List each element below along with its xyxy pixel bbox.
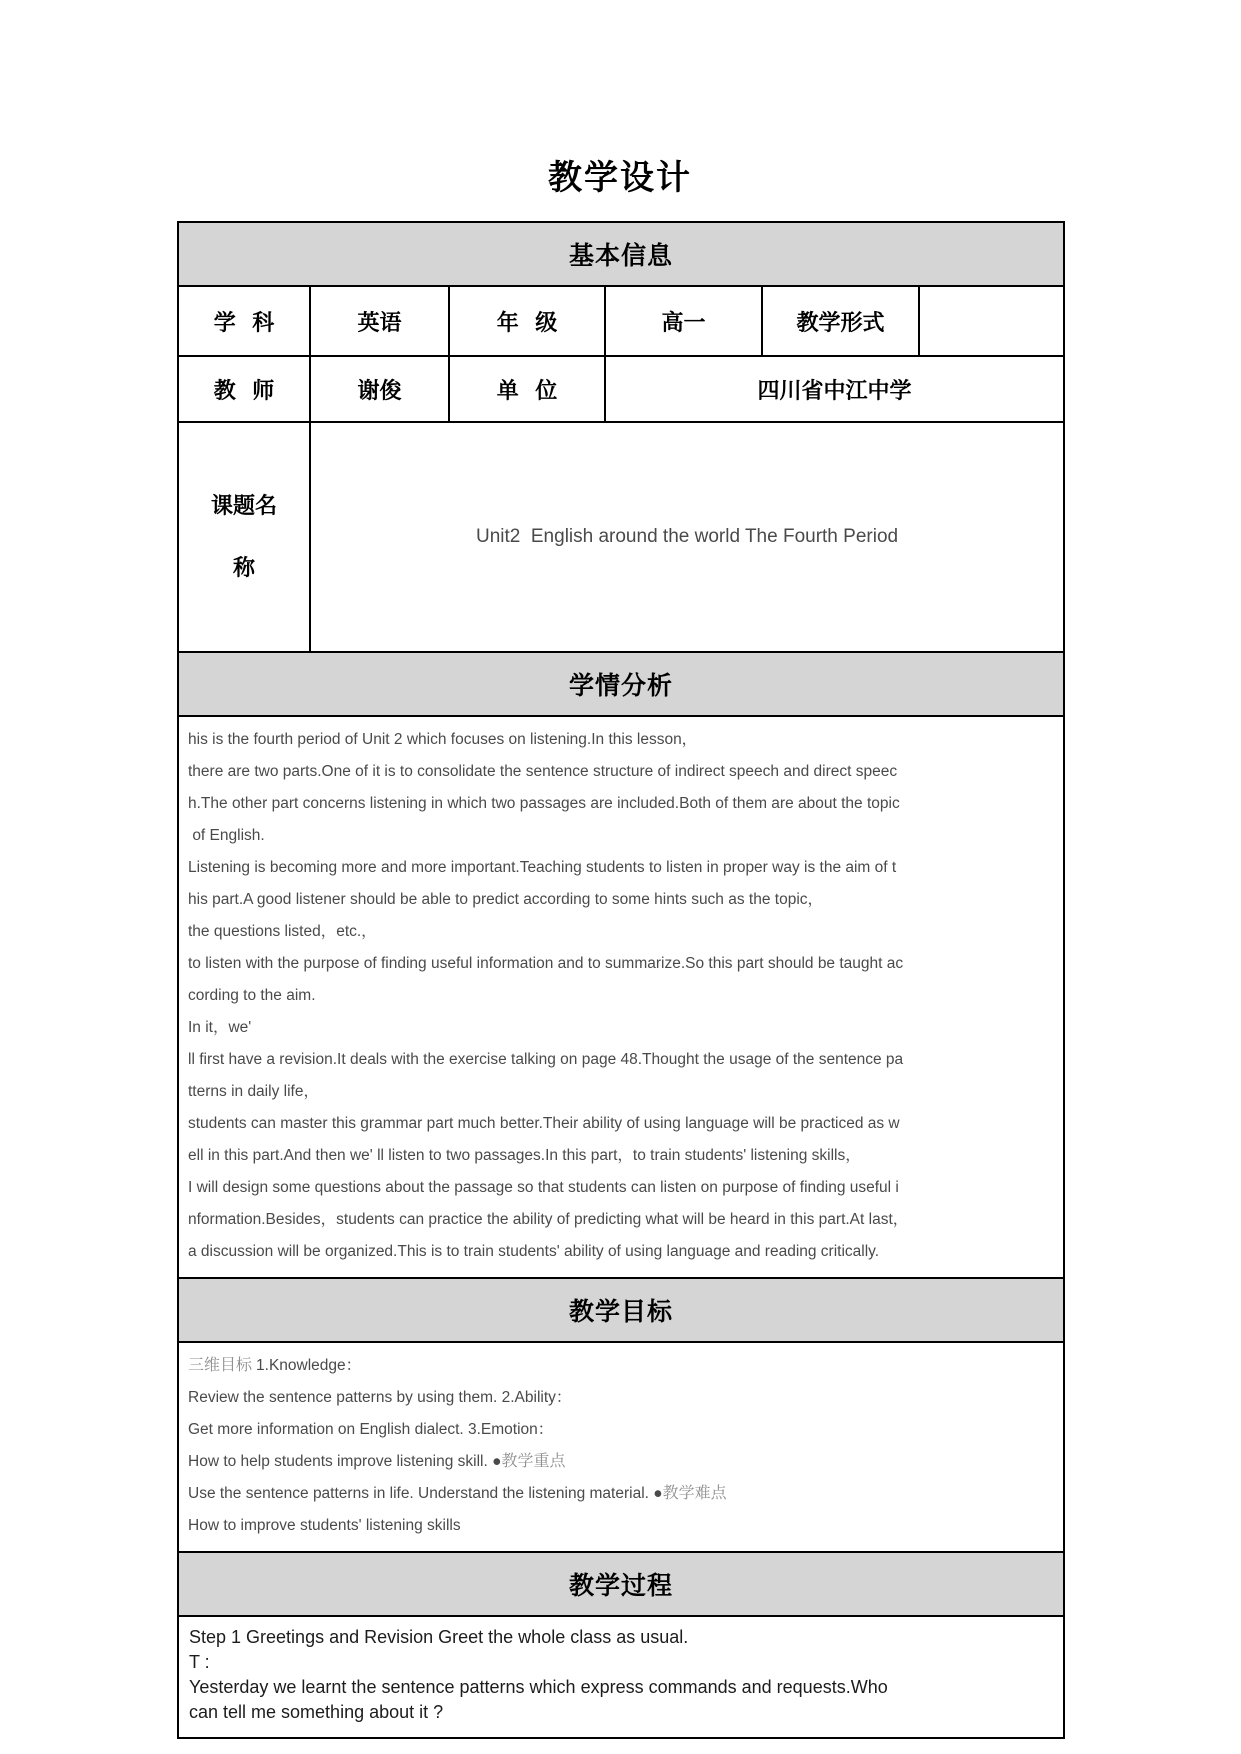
process-body-cell [178, 1616, 1064, 1738]
analysis-line: to listen with the purpose of finding useful information and to summarize.So this part should be taught ac [188, 955, 904, 972]
teacher-unit-row [178, 356, 1064, 422]
goals-line-main: Use the sentence patterns in life. Understand the listening material. ● [188, 1485, 663, 1502]
section-header-analysis: 学情分析 [178, 652, 1064, 716]
page-title: 教学设计 [548, 160, 692, 197]
goals-line [188, 1414, 1054, 1446]
grade-value-cell: 高一 [605, 286, 762, 356]
unit-value-cell: 四川省中江中学 [605, 356, 1064, 422]
goals-line [188, 1478, 1054, 1510]
goals-line-muted-suffix: 教学重点 [501, 1453, 566, 1470]
analysis-line: the questions listed，etc.， [188, 923, 377, 940]
process-line: can tell me something about it ? [189, 1702, 444, 1722]
teacher-value-cell: 谢俊 [310, 356, 449, 422]
analysis-body-row [178, 716, 1064, 1278]
process-line: Yesterday we learnt the sentence patterns which express commands and requests.Who [189, 1677, 888, 1697]
analysis-line: cording to the aim. [188, 987, 316, 1004]
analysis-header-row [178, 652, 1064, 716]
analysis-line: there are two parts.One of it is to consolidate the sentence structure of indirect speech and direct speec [188, 763, 898, 780]
goals-line-muted-prefix: 三维目标 [188, 1357, 257, 1374]
subject-grade-row [178, 286, 1064, 356]
section-header-process: 教学过程 [178, 1552, 1064, 1616]
section-header-basic-info: 基本信息 [178, 222, 1064, 286]
process-line: T : [189, 1652, 210, 1672]
topic-label: 课题名称 [210, 493, 277, 580]
subject-value-cell: 英语 [310, 286, 449, 356]
analysis-line: his is the fourth period of Unit 2 which focuses on listening.In this lesson， [188, 731, 698, 748]
teaching-form-value-cell [919, 286, 1064, 356]
topic-value-cell: Unit2 English around the world The Fourth Period [310, 422, 1064, 652]
unit-label-cell: 单 位 [449, 356, 605, 422]
analysis-body-cell [178, 716, 1064, 1278]
goals-line [188, 1350, 1054, 1382]
basic-info-header-row [178, 222, 1064, 286]
analysis-line: tterns in daily life， [188, 1083, 319, 1100]
goals-line-main: How to improve students' listening skills [188, 1517, 461, 1534]
analysis-line: a discussion will be organized.This is to train students' ability of using language and reading critically. [188, 1243, 880, 1260]
goals-line [188, 1510, 1054, 1542]
analysis-line: Listening is becoming more and more important.Teaching students to listen in proper way is the aim of t [188, 859, 897, 876]
analysis-line: In it，we' [188, 1019, 252, 1036]
document-content [177, 150, 1063, 1739]
grade-label-cell: 年 级 [449, 286, 605, 356]
goals-line [188, 1382, 1054, 1414]
analysis-line: ll first have a revision.It deals with the exercise talking on page 48.Thought the usage of the sentence pa [188, 1051, 904, 1068]
analysis-line: ell in this part.And then we' ll listen to two passages.In this part，to train students' listening skills， [188, 1147, 861, 1164]
analysis-line: nformation.Besides，students can practice the ability of predicting what will be heard in this part.At last， [188, 1211, 909, 1228]
process-header-row [178, 1552, 1064, 1616]
topic-label-cell [178, 422, 310, 652]
analysis-line: of English. [188, 827, 265, 844]
goals-line-main: Get more information on English dialect. 3.Emotion： [188, 1421, 554, 1438]
analysis-line: his part.A good listener should be able to predict according to some hints such as the topic， [188, 891, 824, 908]
teaching-design-table [177, 221, 1065, 1739]
teacher-label-cell: 教 师 [178, 356, 310, 422]
goals-body-cell [178, 1342, 1064, 1552]
goals-line-muted-suffix: 教学难点 [662, 1485, 727, 1502]
goals-line [188, 1446, 1054, 1478]
analysis-line: h.The other part concerns listening in which two passages are included.Both of them are about the topic [188, 795, 900, 812]
process-line: Step 1 Greetings and Revision Greet the whole class as usual. [189, 1627, 689, 1647]
goals-line-main: 1.Knowledge： [256, 1357, 362, 1374]
goals-line-main: Review the sentence patterns by using them. 2.Ability： [188, 1389, 572, 1406]
process-body-row [178, 1616, 1064, 1738]
goals-header-row [178, 1278, 1064, 1342]
goals-line-main: How to help students improve listening skill. ● [188, 1453, 502, 1470]
teaching-form-label-cell: 教学形式 [762, 286, 919, 356]
analysis-line: I will design some questions about the passage so that students can listen on purpose of finding useful i [188, 1179, 899, 1196]
goals-body-row [178, 1342, 1064, 1552]
analysis-line: students can master this grammar part much better.Their ability of using language will be practiced as w [188, 1115, 900, 1132]
subject-label-cell: 学 科 [178, 286, 310, 356]
topic-row [178, 422, 1064, 652]
section-header-goals: 教学目标 [178, 1278, 1064, 1342]
